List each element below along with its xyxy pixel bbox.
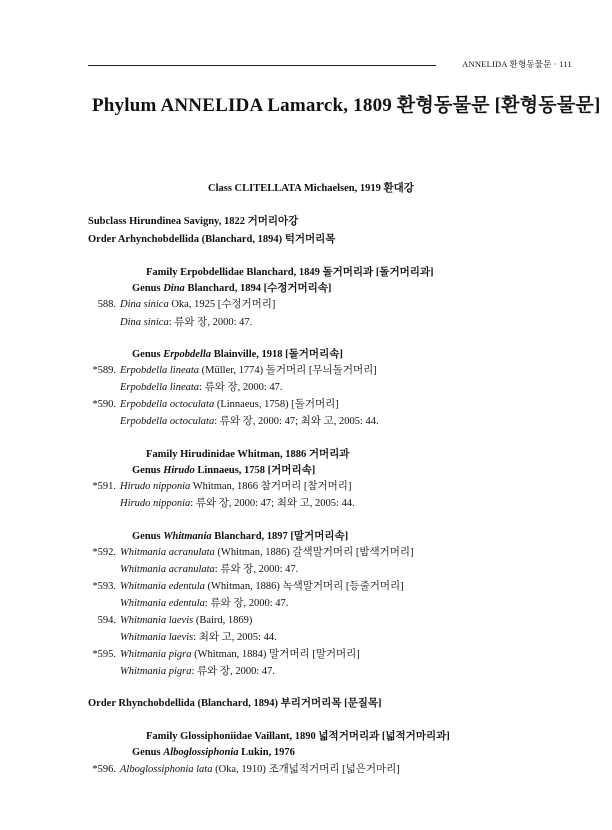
genus-heading-alboglossiphonia: Genus Alboglossiphonia Lukin, 1976: [132, 747, 295, 758]
family-heading-hirudinidae: Family Hirudinidae Whitman, 1886 거머리과: [146, 449, 350, 460]
genus-heading-dina: Genus Dina Blanchard, 1894 [수정거머리속]: [132, 283, 332, 294]
species-ref-589: Erpobdella lineata: 류와 장, 2000: 47.: [120, 382, 283, 393]
class-heading: Class CLITELLATA Michaelsen, 1919 환대강: [208, 183, 414, 194]
page-title: Phylum ANNELIDA Lamarck, 1809 환형동물문 [환형동물문]: [92, 95, 601, 116]
species-entry-593: *593. Whitmania edentula (Whitman, 1886) 녹색말거머리 [등줄거머리]: [92, 581, 404, 592]
family-heading-glossiphoniidae: Family Glossiphoniidae Vaillant, 1890 넓적거머리과 [넓적거마리과]: [146, 731, 450, 742]
species-entry-595: *595. Whitmania pigra (Whitman, 1884) 말거머리 [말거머리]: [92, 649, 360, 660]
species-ref-594: Whitmania laevis: 최와 고, 2005: 44.: [120, 632, 277, 643]
species-ref-595: Whitmania pigra: 류와 장, 2000: 47.: [120, 666, 275, 677]
subclass-heading: Subclass Hirundinea Savigny, 1822 거머리아강: [88, 216, 299, 227]
species-entry-589: *589. Erpobdella lineata (Müller, 1774) 돌거머리 [무늬돌거머리]: [92, 365, 377, 376]
species-entry-588: 588. Dina sinica Oka, 1925 [수정거머리]: [97, 299, 276, 310]
species-entry-594: 594. Whitmania laevis (Baird, 1869): [97, 615, 253, 626]
genus-heading-erpobdella: Genus Erpobdella Blainville, 1918 [돌거머리속]: [132, 349, 343, 360]
species-entry-590: *590. Erpobdella octoculata (Linnaeus, 1758) [돌거머리]: [92, 399, 339, 410]
species-ref-592: Whitmania acranulata: 류와 장, 2000: 47.: [120, 564, 299, 575]
species-ref-593: Whitmania edentula: 류와 장, 2000: 47.: [120, 598, 289, 609]
order-heading-arhynchobdellida: Order Arhynchobdellida (Blanchard, 1894) 턱거머리목: [88, 234, 336, 245]
species-entry-596: *596. Alboglossiphonia lata (Oka, 1910) 조개넓적거머리 [넓은거마리]: [92, 764, 400, 775]
family-heading-erpobdellidae: Family Erpobdellidae Blanchard, 1849 돌거머리과 [돌거머리과]: [146, 267, 434, 278]
header-rule: [88, 65, 436, 66]
species-ref-588: Dina sinica: 류와 장, 2000: 47.: [120, 317, 253, 328]
species-entry-591: *591. Hirudo nipponia Whitman, 1866 참거머리 [참거머리]: [92, 481, 352, 492]
species-ref-590: Erpobdella octoculata: 류와 장, 2000: 47; 최와 고, 2005: 44.: [120, 416, 379, 427]
order-heading-rhynchobdellida: Order Rhynchobdellida (Blanchard, 1894) 부리거머리목 [문질목]: [88, 698, 382, 709]
genus-heading-whitmania: Genus Whitmania Blanchard, 1897 [말거머리속]: [132, 531, 349, 542]
species-ref-591: Hirudo nipponia: 류와 장, 2000: 47; 최와 고, 2005: 44.: [120, 498, 355, 509]
genus-heading-hirudo: Genus Hirudo Linnaeus, 1758 [거머리속]: [132, 465, 316, 476]
species-entry-592: *592. Whitmania acranulata (Whitman, 1886) 갈색말거머리 [밤색거머리]: [92, 547, 414, 558]
running-head: ANNELIDA 환형동물문 · 111: [462, 59, 572, 69]
